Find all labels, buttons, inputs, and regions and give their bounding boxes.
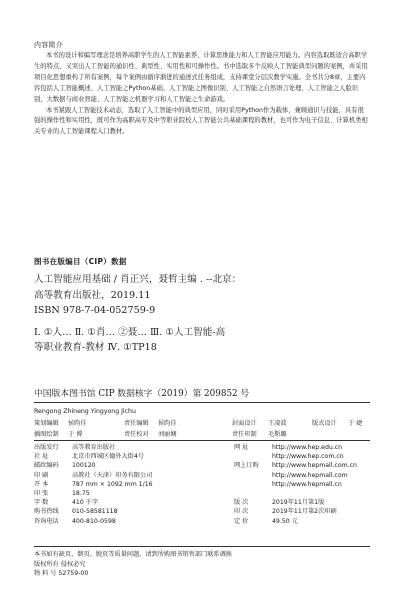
pub-value: 高教社（天津）印务有限公司 xyxy=(72,471,153,479)
pub-value: http://www.hepmall.com.cn xyxy=(272,462,357,470)
pub-value: 2019年11月第2次印刷 xyxy=(272,508,337,516)
summary-paragraph: 本书紧跟人工智能技术动态，选取了人工智能中的典型应用，同时采用Python作为载体，兼顾通识与技能，具有很强的操作性和实用性，既可作为高职高专及中等职业院校人工智能公共基础课程的教材，也可作为电子信息、计算机类相关专业的人工智能课程入门教材。 xyxy=(34,106,368,136)
summary-paragraph: 本书的设计和编写理念是培养高职学生的人工智能素养、计算思维能力和人工智能应用能力。内容选取既适合高职学生的特点，又突出人工智能的通识性、典型性、实用性和可操作性。书中选取多个反映人工智能典型问题的案例，并采用项目化思想重构了所有案例，每个案例由循序渐进的通述式任务组成，支持课堂分层次教学实施。全书共分8章，主要内容包括人工智能概述、人工智能之Python基础、人工智能之图像识别、人工智能之自然语言处理、人工智能之人脸识别、大数据与商业智能、人工智能之机器学习和人工智能之生命游戏。 xyxy=(34,52,368,103)
cip-line: 人工智能应用基础 / 肖正兴，聂哲主编 . --北京： xyxy=(34,274,242,285)
pub-value: http://www.hep.edu.cn xyxy=(272,444,343,451)
cip-record-number: 中国版本图书馆 CIP 数据核字（2019）第 209852 号 xyxy=(34,389,250,399)
pub-label: 社 址 xyxy=(34,453,49,461)
cip-data xyxy=(34,272,380,356)
staff-name: 侯昀佳 xyxy=(158,420,177,427)
publication-info xyxy=(34,443,374,526)
pub-value: 410 千字 xyxy=(72,499,99,507)
pub-value: http://www.hep.com.cn xyxy=(272,453,344,461)
pub-value: 100120 xyxy=(72,462,96,470)
pub-label: 版 次 xyxy=(234,499,249,507)
divider xyxy=(34,546,370,547)
staff-name: 侯昀佳 xyxy=(68,420,87,427)
staff-label: 版式设计 xyxy=(312,420,337,427)
staff-label: 责任印制 xyxy=(232,431,257,438)
staff-label: 责任校对 xyxy=(124,431,149,438)
pub-label: 印 刷 xyxy=(34,471,49,479)
pub-label: 定 价 xyxy=(234,517,249,525)
cip-line: ISBN 978-7-04-052759-9 xyxy=(34,305,156,316)
divider xyxy=(34,402,370,403)
pub-value: 49.50 元 xyxy=(272,517,298,525)
staff-name: 王凌波 xyxy=(268,420,287,427)
summary-title: 内容简介 xyxy=(34,41,63,49)
notice-line: 本书如有缺页、倒页、脱页等质量问题，请到所购图书销售部门联系调换 xyxy=(34,551,232,558)
notice-line: 物 料 号 52759-00 xyxy=(34,570,89,578)
pub-label: 出版发行 xyxy=(34,444,59,451)
notice-line: 版权所有 侵权必究 xyxy=(34,560,86,568)
pub-value: 787 mm × 1092 mm 1/16 xyxy=(72,480,153,488)
staff-name: 于 博 xyxy=(68,431,83,438)
pub-label: 网 址 xyxy=(234,444,249,451)
pinyin-title: Rengong Zhineng Yingyong Jichu xyxy=(34,408,136,415)
staff-name: 刘丽娴 xyxy=(158,431,177,438)
summary-text xyxy=(34,51,370,138)
pub-value: 400-810-0598 xyxy=(72,517,116,525)
pub-value: http://www.hepmall.com xyxy=(272,471,348,479)
staff-credits xyxy=(34,418,374,440)
cip-title: 图书在版编目（CIP）数据 xyxy=(34,257,127,266)
staff-name: 毛斯璐 xyxy=(268,431,287,438)
staff-label: 插图绘制 xyxy=(34,431,59,438)
divider xyxy=(34,440,370,441)
pub-label: 字 数 xyxy=(34,499,49,507)
staff-label: 封面设计 xyxy=(232,420,257,427)
pub-label: 网上订购 xyxy=(234,462,259,470)
pub-label: 印 张 xyxy=(34,489,49,497)
pub-label: 开 本 xyxy=(34,480,49,488)
pub-value: 2019年11月第1版 xyxy=(272,499,325,507)
staff-label: 策划编辑 xyxy=(34,420,59,427)
pub-value: 18.75 xyxy=(72,489,90,497)
pub-value: 高等教育出版社 xyxy=(72,444,116,451)
pub-label: 咨询电话 xyxy=(34,517,59,525)
pub-label: 印 次 xyxy=(234,508,249,516)
pub-value: 北京市西城区德外大街4号 xyxy=(72,453,144,461)
cip-class-line: Ⅰ. ①人… Ⅱ. ①肖… ②聂… Ⅲ. ①人工智能-高 xyxy=(34,326,226,338)
staff-name: 于 婕 xyxy=(348,420,363,427)
notice xyxy=(34,550,232,579)
staff-label: 责任编辑 xyxy=(124,420,149,427)
pub-label: 购书热线 xyxy=(34,508,59,516)
cip-line: 高等教育出版社，2019.11 xyxy=(34,289,151,301)
pub-value: 010-58581118 xyxy=(72,508,118,516)
pub-label: 邮政编码 xyxy=(34,462,59,470)
pub-value: http://www.hepmall.cn xyxy=(272,480,342,488)
cip-class-line: 等职业教育-教材 Ⅳ. ①TP18 xyxy=(34,342,157,353)
